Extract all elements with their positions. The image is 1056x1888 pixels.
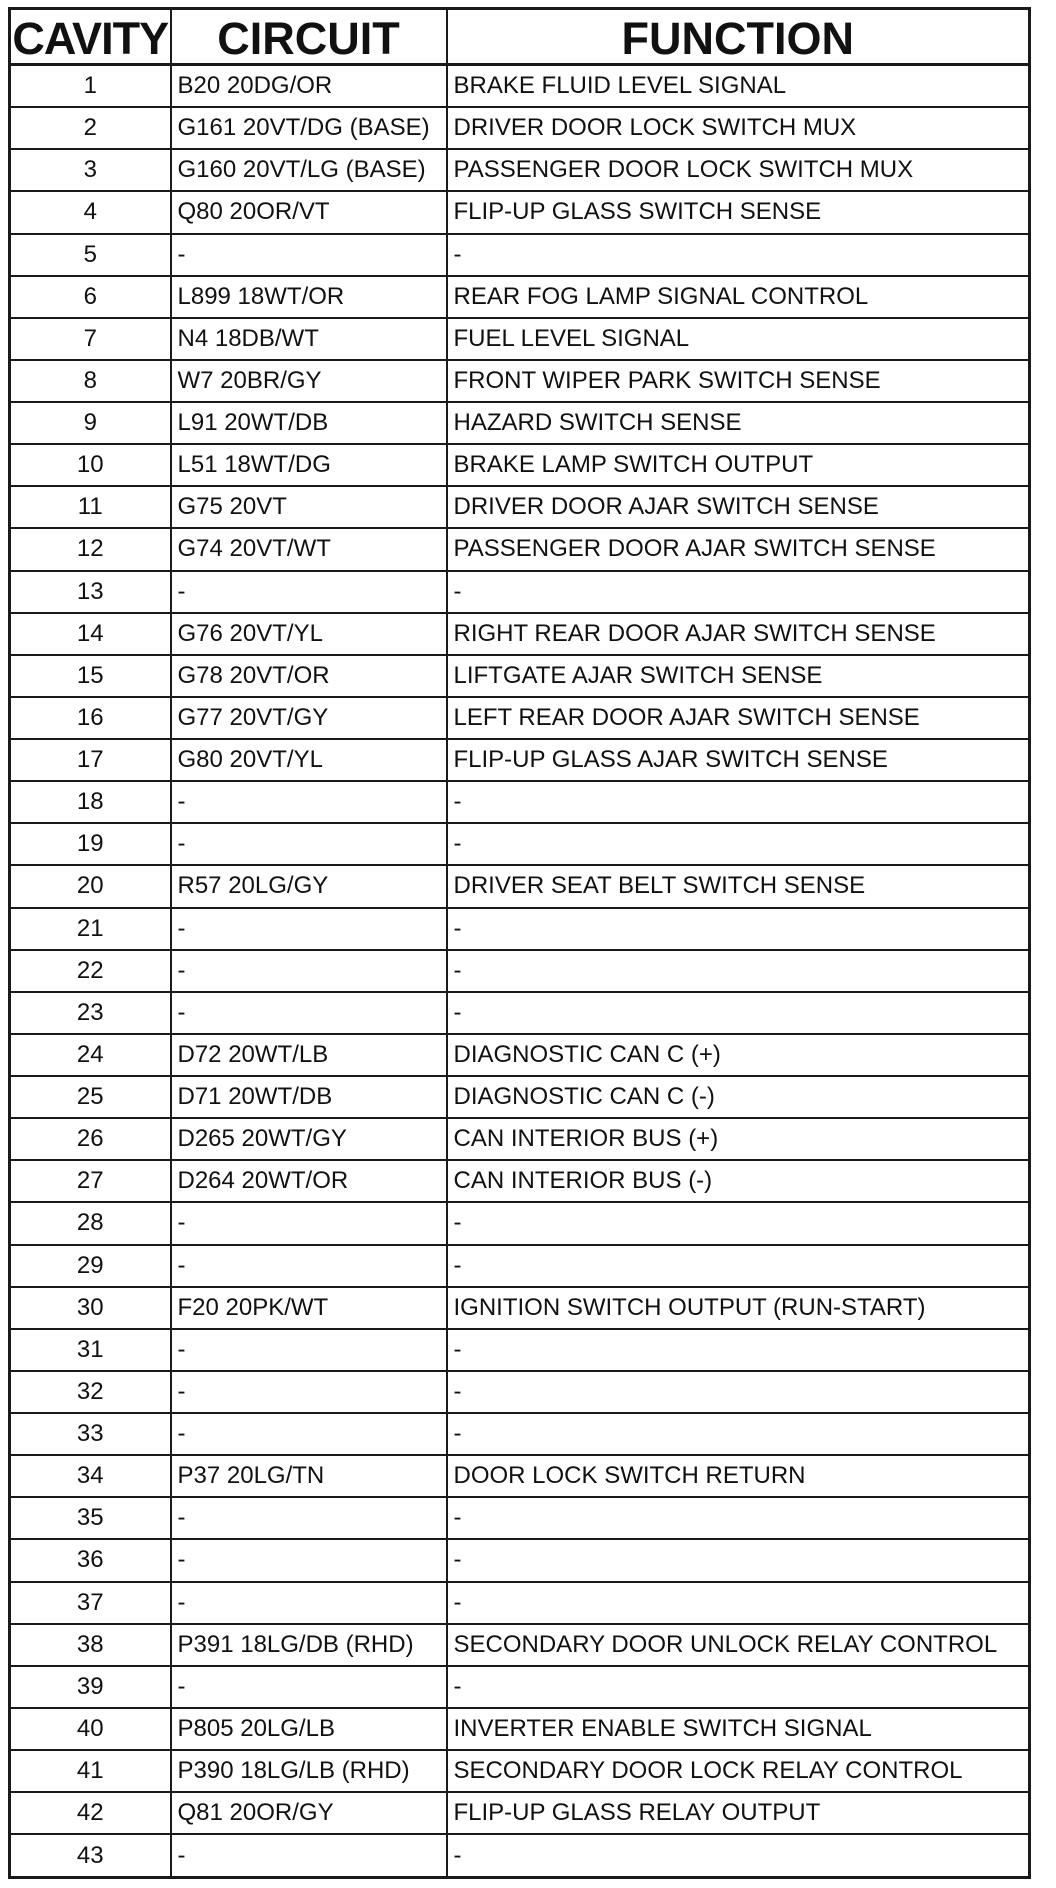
circuit-cell: D264 20WT/OR — [171, 1160, 447, 1202]
circuit-cell: - — [171, 1329, 447, 1371]
table-row — [10, 1539, 1030, 1581]
circuit-cell: L899 18WT/OR — [171, 276, 447, 318]
circuit-cell: G74 20VT/WT — [171, 528, 447, 570]
function-cell: BRAKE LAMP SWITCH OUTPUT — [447, 444, 1030, 486]
cavity-cell: 30 — [10, 1287, 171, 1329]
circuit-cell: L51 18WT/DG — [171, 444, 447, 486]
table-row — [10, 1624, 1030, 1666]
circuit-cell: W7 20BR/GY — [171, 360, 447, 402]
table-row — [10, 107, 1030, 149]
table-row — [10, 65, 1030, 108]
table-row — [10, 402, 1030, 444]
cavity-cell: 42 — [10, 1792, 171, 1834]
function-cell: - — [447, 823, 1030, 865]
circuit-cell: - — [171, 1539, 447, 1581]
table-row — [10, 234, 1030, 276]
table-row — [10, 1034, 1030, 1076]
table-row — [10, 1287, 1030, 1329]
function-cell: - — [447, 1202, 1030, 1244]
function-cell: FRONT WIPER PARK SWITCH SENSE — [447, 360, 1030, 402]
function-cell: - — [447, 1245, 1030, 1287]
cavity-cell: 28 — [10, 1202, 171, 1244]
circuit-cell: R57 20LG/GY — [171, 865, 447, 907]
cavity-cell: 12 — [10, 528, 171, 570]
circuit-cell: - — [171, 823, 447, 865]
cavity-cell: 17 — [10, 739, 171, 781]
circuit-cell: N4 18DB/WT — [171, 318, 447, 360]
circuit-cell: - — [171, 571, 447, 613]
table-row — [10, 613, 1030, 655]
function-cell: CAN INTERIOR BUS (+) — [447, 1118, 1030, 1160]
function-cell: DRIVER DOOR LOCK SWITCH MUX — [447, 107, 1030, 149]
cavity-cell: 38 — [10, 1624, 171, 1666]
cavity-cell: 40 — [10, 1708, 171, 1750]
table-row — [10, 1708, 1030, 1750]
circuit-cell: - — [171, 1245, 447, 1287]
table-header-row — [10, 9, 1030, 65]
cavity-cell: 6 — [10, 276, 171, 318]
function-cell: - — [447, 1497, 1030, 1539]
function-cell: FLIP-UP GLASS RELAY OUTPUT — [447, 1792, 1030, 1834]
cavity-cell: 43 — [10, 1834, 171, 1877]
circuit-cell: Q80 20OR/VT — [171, 191, 447, 233]
table-row — [10, 697, 1030, 739]
function-cell: - — [447, 950, 1030, 992]
table-row — [10, 1202, 1030, 1244]
circuit-cell: Q81 20OR/GY — [171, 1792, 447, 1834]
circuit-cell: P37 20LG/TN — [171, 1455, 447, 1497]
circuit-cell: G161 20VT/DG (BASE) — [171, 107, 447, 149]
table-row — [10, 1076, 1030, 1118]
table-row — [10, 528, 1030, 570]
cavity-column-header: CAVITY — [10, 9, 171, 65]
circuit-cell: - — [171, 950, 447, 992]
function-cell: - — [447, 1329, 1030, 1371]
cavity-cell: 39 — [10, 1666, 171, 1708]
function-cell: BRAKE FLUID LEVEL SIGNAL — [447, 65, 1030, 108]
function-cell: FLIP-UP GLASS AJAR SWITCH SENSE — [447, 739, 1030, 781]
function-cell: - — [447, 571, 1030, 613]
table-row — [10, 739, 1030, 781]
cavity-cell: 18 — [10, 781, 171, 823]
table-row — [10, 1582, 1030, 1624]
table-row — [10, 1160, 1030, 1202]
function-cell: - — [447, 234, 1030, 276]
table-row — [10, 149, 1030, 191]
circuit-cell: - — [171, 1834, 447, 1877]
function-cell: DIAGNOSTIC CAN C (-) — [447, 1076, 1030, 1118]
cavity-cell: 2 — [10, 107, 171, 149]
circuit-cell: P390 18LG/LB (RHD) — [171, 1750, 447, 1792]
cavity-cell: 35 — [10, 1497, 171, 1539]
table-row — [10, 1455, 1030, 1497]
function-cell: RIGHT REAR DOOR AJAR SWITCH SENSE — [447, 613, 1030, 655]
function-cell: - — [447, 1834, 1030, 1877]
function-cell: LEFT REAR DOOR AJAR SWITCH SENSE — [447, 697, 1030, 739]
cavity-cell: 23 — [10, 992, 171, 1034]
circuit-cell: - — [171, 992, 447, 1034]
table-row — [10, 276, 1030, 318]
cavity-cell: 3 — [10, 149, 171, 191]
circuit-cell: L91 20WT/DB — [171, 402, 447, 444]
circuit-cell: - — [171, 1202, 447, 1244]
table-row — [10, 318, 1030, 360]
circuit-cell: G78 20VT/OR — [171, 655, 447, 697]
cavity-cell: 31 — [10, 1329, 171, 1371]
table-row — [10, 1666, 1030, 1708]
function-cell: - — [447, 1539, 1030, 1581]
cavity-cell: 21 — [10, 908, 171, 950]
table-row — [10, 865, 1030, 907]
cavity-cell: 1 — [10, 65, 171, 108]
circuit-cell: - — [171, 234, 447, 276]
table-row — [10, 1834, 1030, 1877]
cavity-cell: 34 — [10, 1455, 171, 1497]
table-row — [10, 1329, 1030, 1371]
cavity-cell: 24 — [10, 1034, 171, 1076]
cavity-cell: 29 — [10, 1245, 171, 1287]
function-cell: DOOR LOCK SWITCH RETURN — [447, 1455, 1030, 1497]
cavity-cell: 36 — [10, 1539, 171, 1581]
function-column-header: FUNCTION — [447, 9, 1030, 65]
circuit-cell: P805 20LG/LB — [171, 1708, 447, 1750]
function-cell: - — [447, 992, 1030, 1034]
circuit-cell: G160 20VT/LG (BASE) — [171, 149, 447, 191]
function-cell: IGNITION SWITCH OUTPUT (RUN-START) — [447, 1287, 1030, 1329]
cavity-cell: 32 — [10, 1371, 171, 1413]
circuit-cell: G75 20VT — [171, 486, 447, 528]
cavity-cell: 20 — [10, 865, 171, 907]
cavity-cell: 27 — [10, 1160, 171, 1202]
circuit-cell: G77 20VT/GY — [171, 697, 447, 739]
function-cell: DRIVER DOOR AJAR SWITCH SENSE — [447, 486, 1030, 528]
table-row — [10, 1413, 1030, 1455]
table-row — [10, 1371, 1030, 1413]
function-cell: HAZARD SWITCH SENSE — [447, 402, 1030, 444]
circuit-cell: - — [171, 1371, 447, 1413]
circuit-cell: P391 18LG/DB (RHD) — [171, 1624, 447, 1666]
function-cell: - — [447, 1582, 1030, 1624]
cavity-cell: 33 — [10, 1413, 171, 1455]
table-row — [10, 1118, 1030, 1160]
table-row — [10, 1750, 1030, 1792]
table-row — [10, 360, 1030, 402]
circuit-cell: D72 20WT/LB — [171, 1034, 447, 1076]
circuit-cell: F20 20PK/WT — [171, 1287, 447, 1329]
table-row — [10, 992, 1030, 1034]
cavity-cell: 7 — [10, 318, 171, 360]
table-row — [10, 1245, 1030, 1287]
table-row — [10, 444, 1030, 486]
function-cell: SECONDARY DOOR LOCK RELAY CONTROL — [447, 1750, 1030, 1792]
function-cell: - — [447, 1666, 1030, 1708]
table-row — [10, 908, 1030, 950]
circuit-cell: - — [171, 1582, 447, 1624]
table-row — [10, 1792, 1030, 1834]
cavity-cell: 5 — [10, 234, 171, 276]
cavity-cell: 10 — [10, 444, 171, 486]
table-row — [10, 781, 1030, 823]
function-cell: DIAGNOSTIC CAN C (+) — [447, 1034, 1030, 1076]
function-cell: SECONDARY DOOR UNLOCK RELAY CONTROL — [447, 1624, 1030, 1666]
function-cell: - — [447, 781, 1030, 823]
table-row — [10, 191, 1030, 233]
function-cell: - — [447, 908, 1030, 950]
table-body — [10, 65, 1030, 1878]
cavity-cell: 19 — [10, 823, 171, 865]
function-cell: REAR FOG LAMP SIGNAL CONTROL — [447, 276, 1030, 318]
cavity-cell: 41 — [10, 1750, 171, 1792]
circuit-cell: - — [171, 781, 447, 823]
circuit-cell: - — [171, 1497, 447, 1539]
cavity-cell: 14 — [10, 613, 171, 655]
circuit-cell: G80 20VT/YL — [171, 739, 447, 781]
cavity-cell: 26 — [10, 1118, 171, 1160]
cavity-cell: 15 — [10, 655, 171, 697]
function-cell: FUEL LEVEL SIGNAL — [447, 318, 1030, 360]
table-row — [10, 655, 1030, 697]
circuit-cell: - — [171, 908, 447, 950]
function-cell: LIFTGATE AJAR SWITCH SENSE — [447, 655, 1030, 697]
cavity-cell: 16 — [10, 697, 171, 739]
cavity-cell: 22 — [10, 950, 171, 992]
circuit-cell: - — [171, 1666, 447, 1708]
function-cell: - — [447, 1371, 1030, 1413]
cavity-cell: 9 — [10, 402, 171, 444]
function-cell: INVERTER ENABLE SWITCH SIGNAL — [447, 1708, 1030, 1750]
connector-pinout-table — [8, 7, 1031, 1879]
table-row — [10, 486, 1030, 528]
function-cell: - — [447, 1413, 1030, 1455]
function-cell: CAN INTERIOR BUS (-) — [447, 1160, 1030, 1202]
table-row — [10, 950, 1030, 992]
circuit-cell: D265 20WT/GY — [171, 1118, 447, 1160]
cavity-cell: 25 — [10, 1076, 171, 1118]
function-cell: FLIP-UP GLASS SWITCH SENSE — [447, 191, 1030, 233]
cavity-cell: 37 — [10, 1582, 171, 1624]
function-cell: PASSENGER DOOR AJAR SWITCH SENSE — [447, 528, 1030, 570]
circuit-cell: - — [171, 1413, 447, 1455]
circuit-cell: G76 20VT/YL — [171, 613, 447, 655]
table-row — [10, 823, 1030, 865]
function-cell: DRIVER SEAT BELT SWITCH SENSE — [447, 865, 1030, 907]
cavity-cell: 4 — [10, 191, 171, 233]
function-cell: PASSENGER DOOR LOCK SWITCH MUX — [447, 149, 1030, 191]
cavity-cell: 13 — [10, 571, 171, 613]
cavity-cell: 11 — [10, 486, 171, 528]
circuit-cell: D71 20WT/DB — [171, 1076, 447, 1118]
table-row — [10, 571, 1030, 613]
circuit-column-header: CIRCUIT — [171, 9, 447, 65]
circuit-cell: B20 20DG/OR — [171, 65, 447, 108]
cavity-cell: 8 — [10, 360, 171, 402]
table-row — [10, 1497, 1030, 1539]
